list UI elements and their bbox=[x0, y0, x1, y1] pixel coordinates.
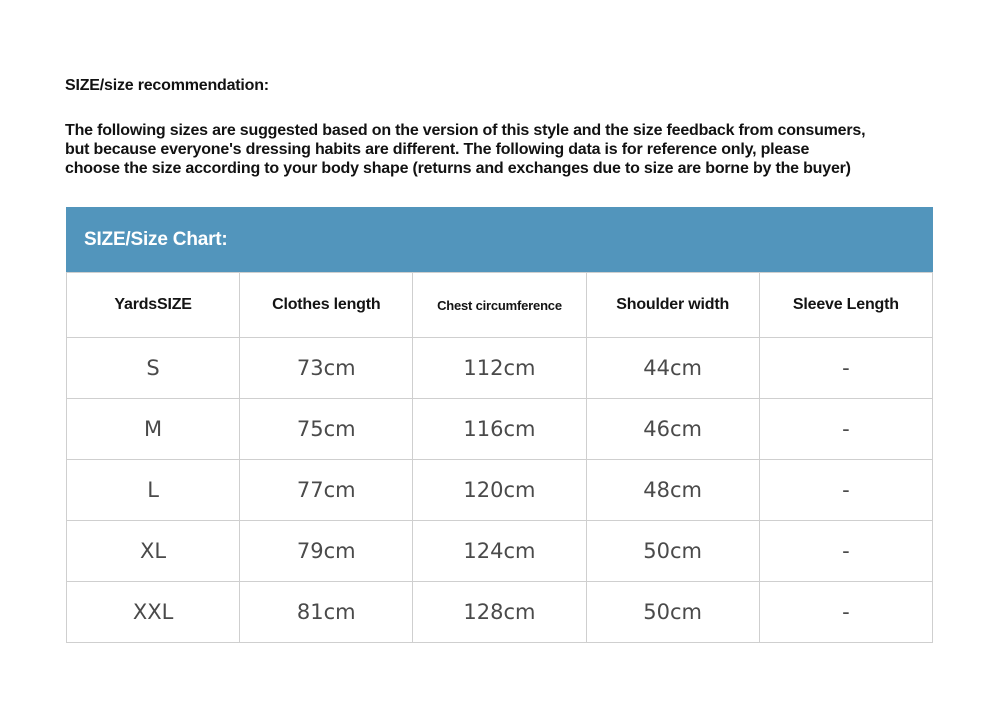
clothes-length-cell: 77cm bbox=[240, 460, 413, 521]
sleeve-length-cell: - bbox=[759, 460, 932, 521]
size-cell: XL bbox=[67, 521, 240, 582]
chest-circumference-cell: 120cm bbox=[413, 460, 586, 521]
size-chart-title: SIZE/Size Chart: bbox=[84, 228, 228, 250]
size-chart-title-bar bbox=[66, 207, 933, 272]
chest-circumference-cell: 128cm bbox=[413, 582, 586, 643]
column-header-yards-size: YardsSIZE bbox=[67, 273, 240, 338]
column-header-chest-circumference: Chest circumference bbox=[413, 273, 586, 338]
column-header-sleeve-length: Sleeve Length bbox=[759, 273, 932, 338]
table-row-size-xxl bbox=[67, 582, 933, 643]
shoulder-width-cell: 50cm bbox=[586, 582, 759, 643]
table-row-size-s bbox=[67, 338, 933, 399]
table-header-row bbox=[67, 273, 933, 338]
sleeve-length-cell: - bbox=[759, 399, 932, 460]
column-header-clothes-length: Clothes length bbox=[240, 273, 413, 338]
clothes-length-cell: 79cm bbox=[240, 521, 413, 582]
table-row-size-m bbox=[67, 399, 933, 460]
sleeve-length-cell: - bbox=[759, 338, 932, 399]
clothes-length-cell: 81cm bbox=[240, 582, 413, 643]
shoulder-width-cell: 48cm bbox=[586, 460, 759, 521]
shoulder-width-cell: 44cm bbox=[586, 338, 759, 399]
sleeve-length-cell: - bbox=[759, 521, 932, 582]
size-cell: M bbox=[67, 399, 240, 460]
intro-line-3: choose the size according to your body shape (returns and exchanges due to size are borne by the buyer) bbox=[65, 160, 851, 177]
size-recommendation-heading: SIZE/size recommendation: bbox=[65, 77, 269, 94]
intro-line-2: but because everyone's dressing habits are different. The following data is for reference only, please bbox=[65, 141, 810, 158]
shoulder-width-cell: 50cm bbox=[586, 521, 759, 582]
intro-line-1: The following sizes are suggested based on the version of this style and the size feedback from consumers, bbox=[65, 122, 866, 139]
column-header-shoulder-width: Shoulder width bbox=[586, 273, 759, 338]
size-chart-table bbox=[66, 272, 933, 643]
clothes-length-cell: 73cm bbox=[240, 338, 413, 399]
shoulder-width-cell: 46cm bbox=[586, 399, 759, 460]
size-cell: XXL bbox=[67, 582, 240, 643]
table-row-size-xl bbox=[67, 521, 933, 582]
sleeve-length-cell: - bbox=[759, 582, 932, 643]
intro-paragraph bbox=[65, 121, 945, 178]
chest-circumference-cell: 116cm bbox=[413, 399, 586, 460]
clothes-length-cell: 75cm bbox=[240, 399, 413, 460]
table-row-size-l bbox=[67, 460, 933, 521]
size-cell: L bbox=[67, 460, 240, 521]
chest-circumference-cell: 124cm bbox=[413, 521, 586, 582]
size-cell: S bbox=[67, 338, 240, 399]
chest-circumference-cell: 112cm bbox=[413, 338, 586, 399]
